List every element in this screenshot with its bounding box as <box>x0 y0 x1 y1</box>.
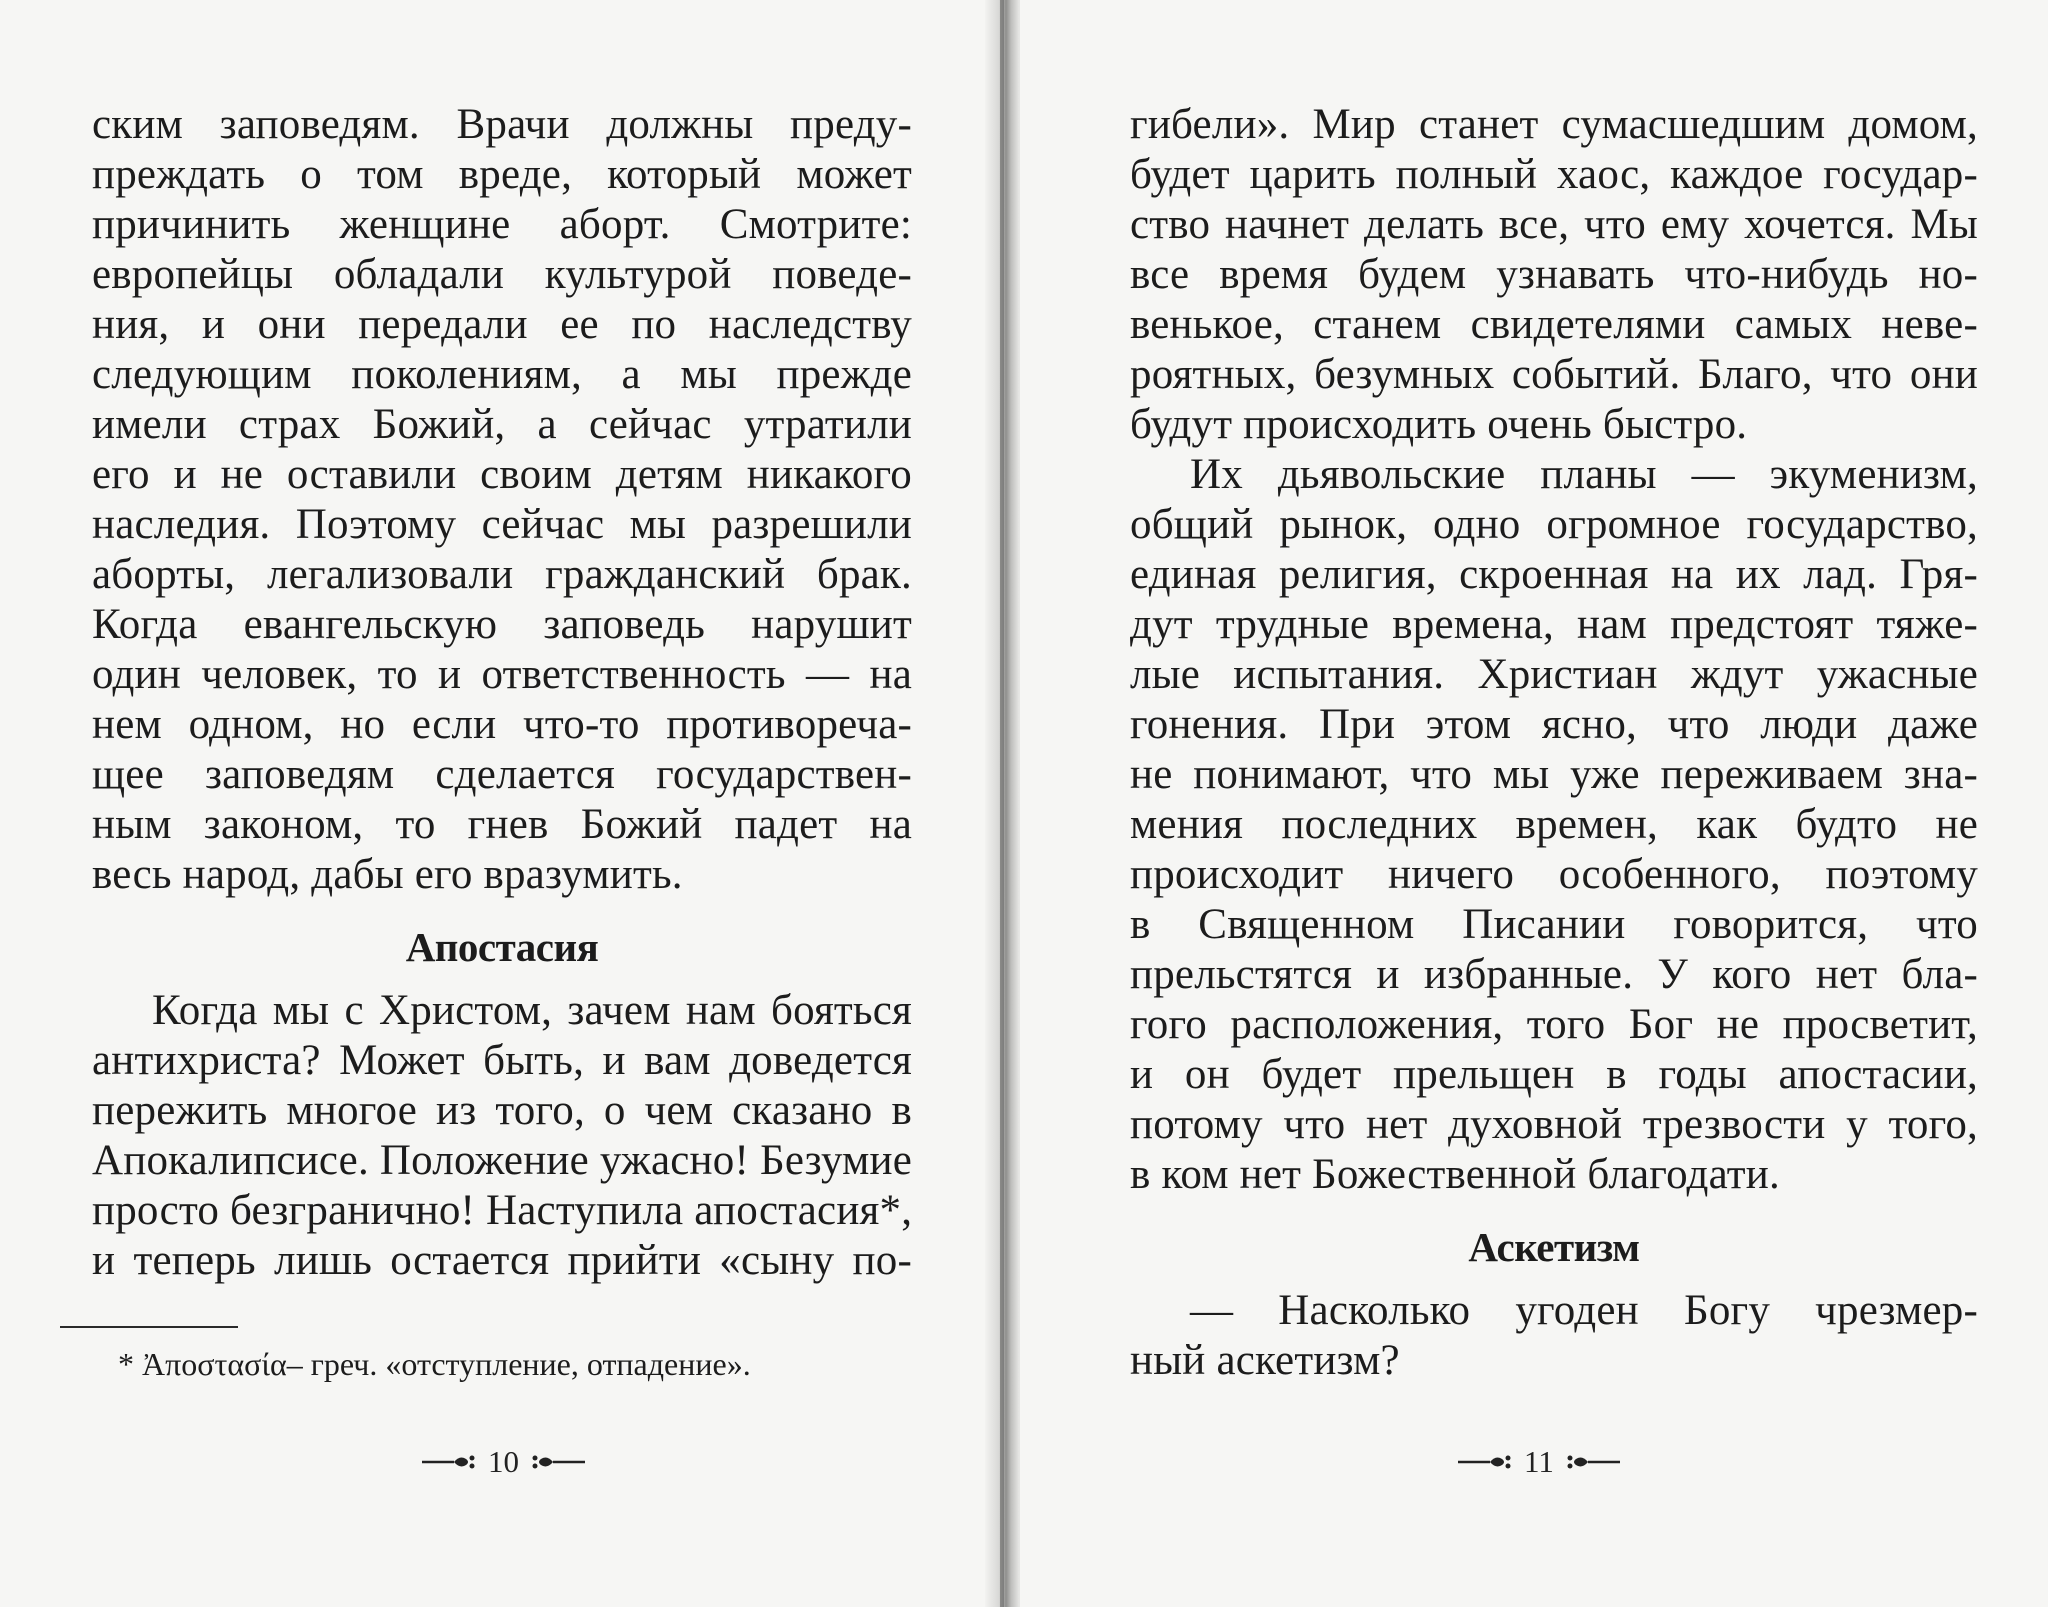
text-line: следующим поколениям, а мы прежде <box>92 351 912 398</box>
text-line: — Насколько угоден Богу чрезмер- <box>1190 1287 1978 1334</box>
text-line: его и не оставили своим детям никакого <box>92 451 912 498</box>
text-line: Апокалипсисе. Положение ужасно! Безумие <box>92 1137 912 1184</box>
text-line: европейцы обладали культурой поведе- <box>92 251 912 298</box>
text-line: щее заповедям сделается государствен- <box>92 751 912 798</box>
footnote: * Ἀποστασία– греч. «отступление, отпадение». <box>118 1346 751 1382</box>
text-line: ный аскетизм? <box>1130 1337 1400 1384</box>
text-line: будут происходить очень быстро. <box>1130 401 1748 448</box>
ornament-left-icon <box>1456 1452 1514 1472</box>
text-line: ство начнет делать все, что ему хочется. Мы <box>1130 201 1978 248</box>
page-number-right <box>1456 1444 1622 1480</box>
ornament-right-icon <box>529 1452 587 1472</box>
page-number-left <box>420 1444 587 1480</box>
text-line: происходит ничего особенного, поэтому <box>1130 851 1978 898</box>
right-page <box>1020 0 2048 1607</box>
text-line: антихриста? Может быть, и вам доведется <box>92 1037 912 1084</box>
text-line: потому что нет духовной трезвости у того, <box>1130 1101 1978 1148</box>
text-line: будет царить полный хаос, каждое государ- <box>1130 151 1978 198</box>
footnote-rule <box>60 1326 238 1328</box>
left-page-text <box>92 100 912 1286</box>
right-page-text <box>1130 100 1978 1386</box>
text-line: ния, и они передали ее по наследству <box>92 301 912 348</box>
section-heading-asceticism: Аскетизм <box>1468 1224 1640 1270</box>
text-line: Их дьявольские планы — экуменизм, <box>1190 451 1978 498</box>
text-line: гибели». Мир станет сумасшедшим домом, <box>1130 101 1978 148</box>
gutter-fold <box>1000 0 1004 1607</box>
text-line: имели страх Божий, а сейчас утратили <box>92 401 912 448</box>
page-number: 10 <box>488 1444 519 1479</box>
text-line: весь народ, дабы его вразумить. <box>92 851 683 898</box>
section-heading-apostasy: Апостасия <box>405 924 599 970</box>
text-line: все время будем узнавать что-нибудь но- <box>1130 251 1978 298</box>
ornament-right-icon <box>1564 1452 1622 1472</box>
text-line: наследия. Поэтому сейчас мы разрешили <box>92 501 912 548</box>
text-line: пережить многое из того, о чем сказано в <box>92 1087 912 1134</box>
text-line: один человек, то и ответственность — на <box>92 651 912 698</box>
text-line: просто безгранично! Наступила апостасия*, <box>92 1187 913 1234</box>
text-line: единая религия, скроенная на их лад. Гря- <box>1130 551 1978 598</box>
text-line: не понимают, что мы уже переживаем зна- <box>1130 751 1978 798</box>
text-line: общий рынок, одно огромное государство, <box>1130 501 1978 548</box>
text-line: гого расположения, того Бог не просветит, <box>1130 1001 1978 1048</box>
text-line: и он будет прельщен в годы апостасии, <box>1130 1051 1978 1098</box>
text-line: в ком нет Божественной благодати. <box>1130 1151 1780 1198</box>
text-line: аборты, легализовали гражданский брак. <box>92 551 912 598</box>
text-line: мения последних времен, как будто не <box>1130 801 1978 848</box>
ornament-left-icon <box>420 1452 478 1472</box>
page-number: 11 <box>1524 1444 1554 1479</box>
left-page <box>0 0 1000 1607</box>
text-line: нем одном, но если что-то противореча- <box>92 701 912 748</box>
text-line: ным законом, то гнев Божий падет на <box>92 801 912 848</box>
text-line: и теперь лишь остается прийти «сыну по- <box>92 1237 912 1284</box>
text-line: причинить женщине аборт. Смотрите: <box>92 201 912 248</box>
text-line: прельстятся и избранные. У кого нет бла- <box>1130 951 1978 998</box>
text-line: Когда евангельскую заповедь нарушит <box>92 601 912 648</box>
text-line: ским заповедям. Врачи должны преду- <box>92 101 912 148</box>
text-line: преждать о том вреде, который может <box>92 151 912 198</box>
text-line: лые испытания. Христиан ждут ужасные <box>1130 651 1978 698</box>
text-line: роятных, безумных событий. Благо, что они <box>1130 351 1978 398</box>
text-line: дут трудные времена, нам предстоят тяже- <box>1130 601 1978 648</box>
text-line: Когда мы с Христом, зачем нам бояться <box>152 987 912 1034</box>
text-line: венькое, станем свидетелями самых неве- <box>1130 301 1978 348</box>
text-line: в Священном Писании говорится, что <box>1130 901 1978 948</box>
text-line: гонения. При этом ясно, что люди даже <box>1130 701 1978 748</box>
